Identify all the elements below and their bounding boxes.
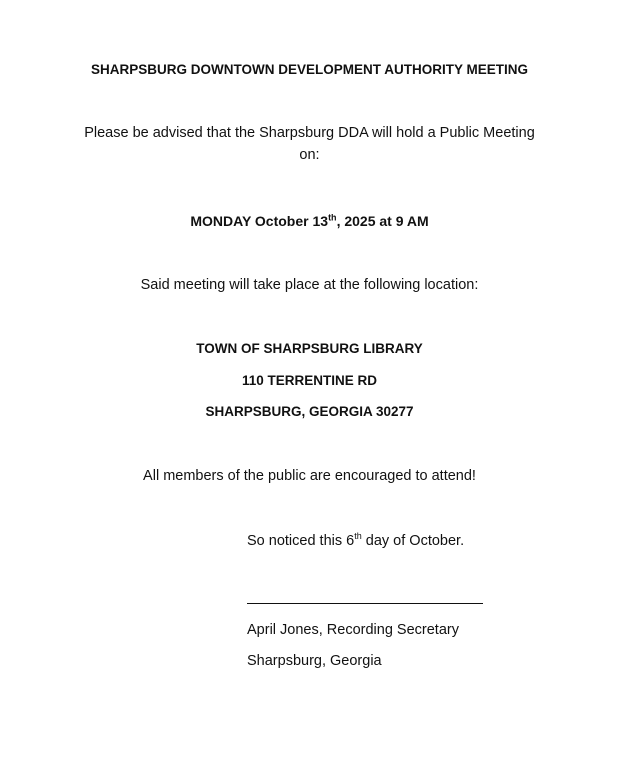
date-rest: , 2025 at 9 AM (336, 213, 429, 229)
location-line1: TOWN OF SHARPSBURG LIBRARY (196, 341, 423, 356)
signer-name: April Jones, Recording Secretary (247, 622, 459, 638)
date-suffix: th (328, 212, 337, 223)
notice-post: day of October. (361, 533, 465, 549)
meeting-date (0, 211, 619, 231)
signer-location: Sharpsburg, Georgia (247, 653, 382, 669)
document-title: SHARPSBURG DOWNTOWN DEVELOPMENT AUTHORITY MEETING (90, 62, 528, 77)
notice-pre: So noticed this 6 (247, 533, 355, 549)
location-intro: Said meeting will take place at the following location: (140, 277, 479, 293)
date-day: MONDAY October 13 (190, 213, 329, 229)
notice-text (247, 531, 464, 551)
intro-text-line1: Please be advised that the Sharpsburg DDA will hold a Public Meeting (84, 125, 535, 141)
signature-line (247, 603, 483, 604)
location-line3: SHARPSBURG, GEORGIA 30277 (205, 404, 414, 419)
location-line2: 110 TERRENTINE RD (241, 373, 378, 388)
encourage-text: All members of the public are encouraged to attend! (143, 468, 476, 484)
intro-text-line2: on: (299, 147, 320, 163)
notice-suffix: th (354, 531, 362, 542)
